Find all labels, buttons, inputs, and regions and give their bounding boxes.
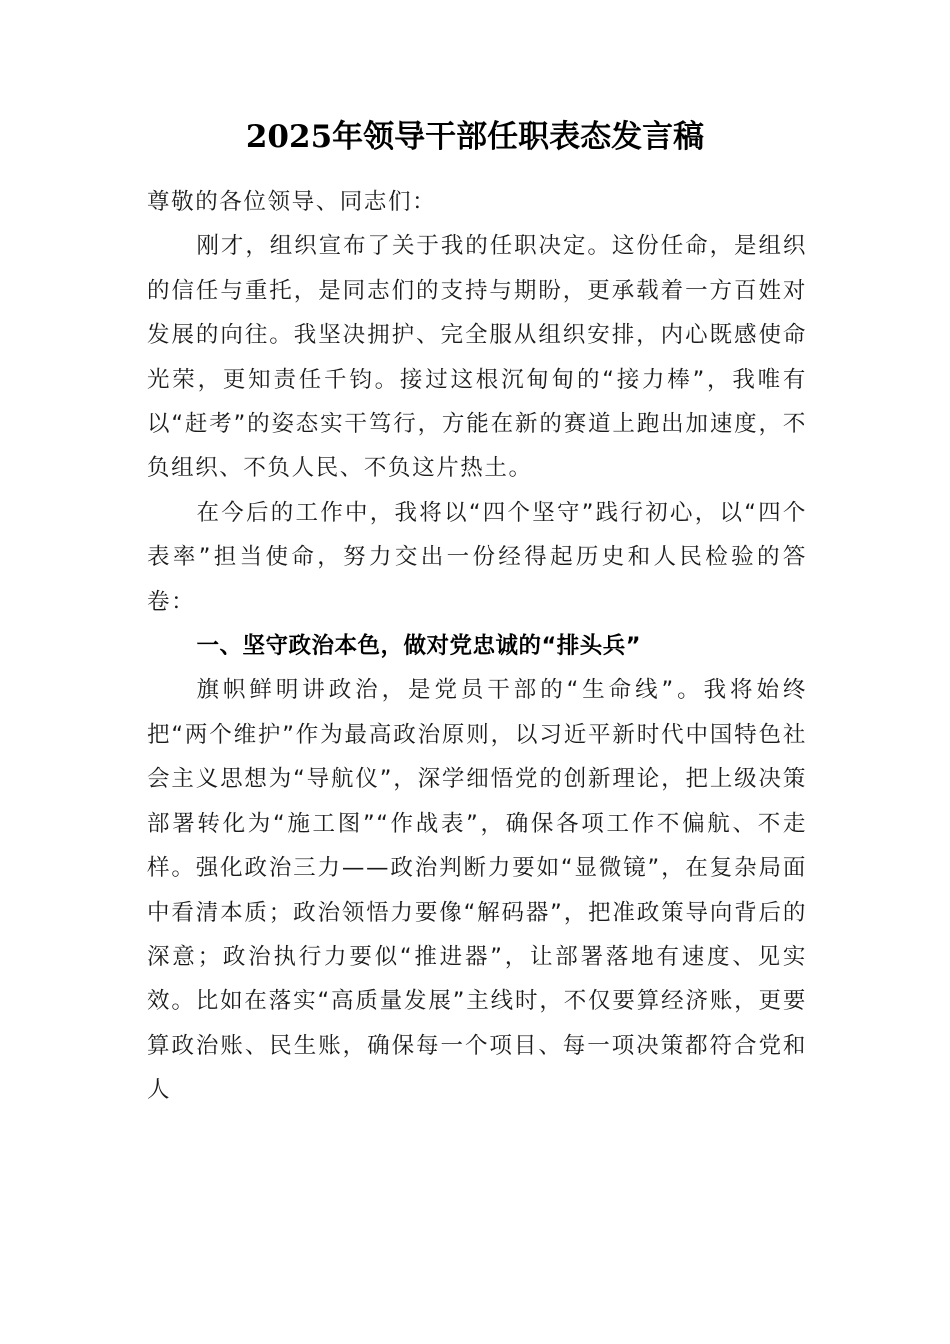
paragraph-appointment: 刚才，组织宣布了关于我的任职决定。这份任命，是组织的信任与重托，是同志们的支持与期盼，更承载着一方百姓对发展的向往。我坚决拥护、完全服从组织安排，内心既感使命光荣，更知责任千钧。接过这根沉甸甸的“接力棒”，我唯有以“赶考”的姿态实干笃行，方能在新的赛道上跑出加速度，不负组织、不负人民、不负这片热土。 xyxy=(147,233,807,482)
document-title: 2025年领导干部任职表态发言稿 xyxy=(245,119,705,155)
section-heading: 一、坚守政治本色，做对党忠诚的“排头兵” xyxy=(196,633,642,660)
document-body xyxy=(147,180,807,1113)
paragraph-commitment: 在今后的工作中，我将以“四个坚守”践行初心，以“四个表率”担当使命，努力交出一份经得起历史和人民检验的答卷： xyxy=(147,499,807,615)
section-paragraph: 旗帜鲜明讲政治，是党员干部的“生命线”。我将始终把“两个维护”作为最高政治原则，以习近平新时代中国特色社会主义思想为“导航仪”，深学细悟党的创新理论，把上级决策部署转化为“施工图”“作战表”，确保各项工作不偏航、不走样。强化政治三力——政治判断力要如“显微镜”，在复杂局面中看清本质；政治领悟力要像“解码器”，把准政策导向背后的深意；政治执行力要似“推进器”，让部署落地有速度、见实效。比如在落实“高质量发展”主线时，不仅要算经济账，更要算政治账、民生账，确保每一个项目、每一项决策都符合党和人 xyxy=(147,677,807,1104)
salutation: 尊敬的各位领导、同志们： xyxy=(147,189,437,215)
